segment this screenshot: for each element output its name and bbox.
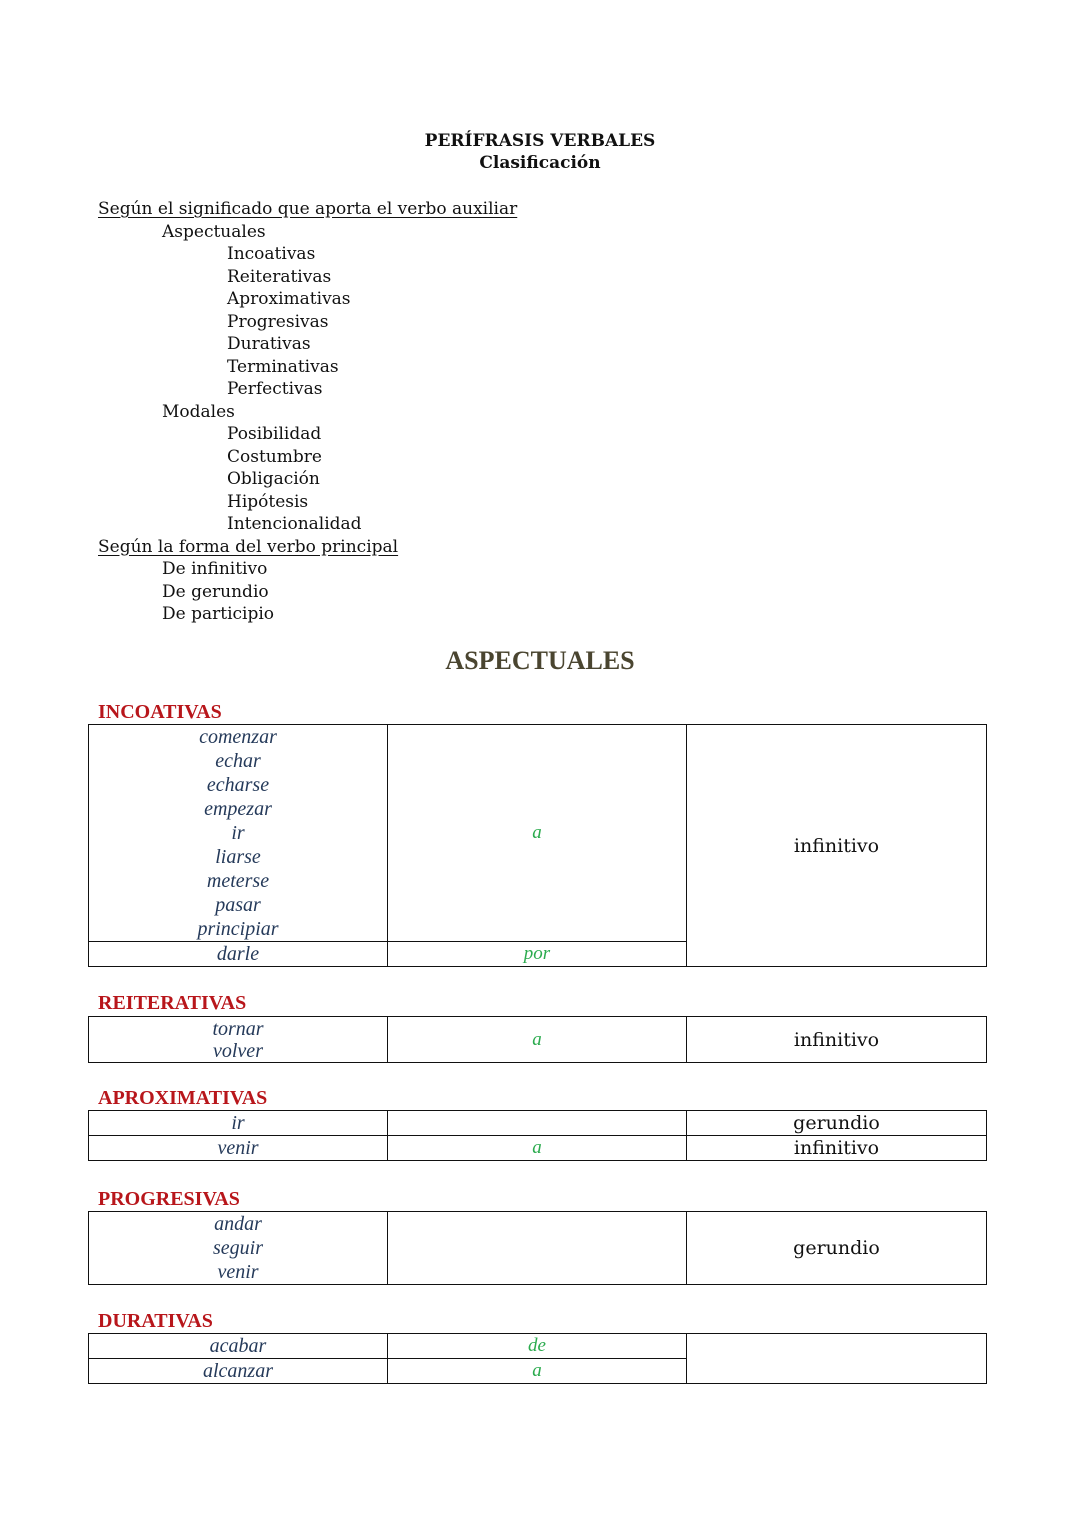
verb-cell: darle (89, 942, 388, 967)
verb-form-cell: infinitivo (687, 1017, 987, 1063)
verb-form-cell (687, 1334, 987, 1384)
verb: volver (213, 1039, 263, 1062)
outline-heading: Según el significado que aporta el verbo auxiliar (98, 199, 518, 219)
outline-item: Aspectuales (162, 221, 266, 242)
outline-heading: Según la forma del verbo principal (98, 536, 399, 557)
verb: venir (217, 1261, 259, 1283)
preposition-cell: por (388, 942, 687, 967)
group-label-durativas: DURATIVAS (98, 1310, 213, 1332)
table-durativas (88, 1333, 987, 1384)
verb-cell: acabar (89, 1334, 388, 1359)
preposition-cell (388, 1111, 687, 1136)
preposition-cell: de (388, 1334, 687, 1359)
group-label-progresivas: PROGRESIVAS (98, 1188, 240, 1210)
group-label-reiterativas: REITERATIVAS (98, 992, 247, 1014)
outline-item: Obligación (227, 469, 320, 489)
outline-item: Hipótesis (227, 491, 309, 512)
preposition-cell: a (388, 1359, 687, 1384)
verb: comenzar (199, 726, 277, 748)
verb: andar (214, 1213, 262, 1235)
verb: empezar (204, 798, 272, 820)
preposition-cell: a (388, 1136, 687, 1161)
table-row (89, 1017, 987, 1063)
outline-item: De infinitivo (162, 559, 268, 579)
verb-list-cell (89, 1212, 388, 1285)
outline-item: De participio (162, 604, 275, 624)
document-title: PERÍFRASIS VERBALES (424, 131, 656, 151)
document-header (0, 130, 1080, 174)
outline-item: Modales (162, 401, 235, 422)
outline-item: Durativas (227, 334, 311, 354)
outline-item: Posibilidad (227, 424, 322, 444)
outline-item: Intencionalidad (227, 514, 362, 534)
table-row (89, 1334, 987, 1359)
group-label-aproximativas: APROXIMATIVAS (98, 1087, 268, 1109)
outline-item: Reiterativas (227, 266, 332, 287)
table-aproximativas (88, 1110, 987, 1161)
table-row (89, 1212, 987, 1285)
outline-item: De gerundio (162, 581, 269, 602)
verb-cell: venir (89, 1136, 388, 1161)
verb: principiar (197, 918, 279, 940)
table-row (89, 725, 987, 942)
verb-form-cell: gerundio (687, 1212, 987, 1285)
section-title: ASPECTUALES (445, 646, 635, 675)
preposition-cell: a (388, 725, 687, 942)
outline-item: Progresivas (227, 311, 329, 332)
verb: seguir (213, 1237, 263, 1259)
verb: liarse (215, 846, 261, 868)
verb: pasar (215, 894, 261, 916)
verb-form-cell: infinitivo (687, 1136, 987, 1161)
outline-item: Perfectivas (227, 379, 323, 399)
verb-cell: ir (89, 1111, 388, 1136)
verb-list-cell (89, 725, 388, 942)
preposition-cell (388, 1212, 687, 1285)
verb-form-cell: infinitivo (687, 725, 987, 967)
group-label-incoativas: INCOATIVAS (98, 701, 222, 723)
verb: tornar (212, 1017, 264, 1040)
verb: meterse (206, 870, 270, 892)
table-incoativas (88, 724, 987, 967)
table-reiterativas (88, 1016, 987, 1063)
table-progresivas (88, 1211, 987, 1285)
preposition-cell: a (388, 1017, 687, 1063)
verb-list-cell (89, 1017, 388, 1063)
verb: echar (215, 750, 261, 772)
outline-item: Costumbre (227, 446, 322, 467)
outline-item: Terminativas (227, 356, 339, 377)
outline-item: Incoativas (227, 244, 316, 264)
verb-form-cell: gerundio (687, 1111, 987, 1136)
verb-cell: alcanzar (89, 1359, 388, 1384)
verb: ir (231, 822, 245, 844)
document-subtitle: Clasificación (479, 153, 601, 173)
table-row (89, 1111, 987, 1136)
outline-item: Aproximativas (227, 289, 351, 309)
verb: echarse (206, 774, 270, 796)
table-row (89, 1136, 987, 1161)
